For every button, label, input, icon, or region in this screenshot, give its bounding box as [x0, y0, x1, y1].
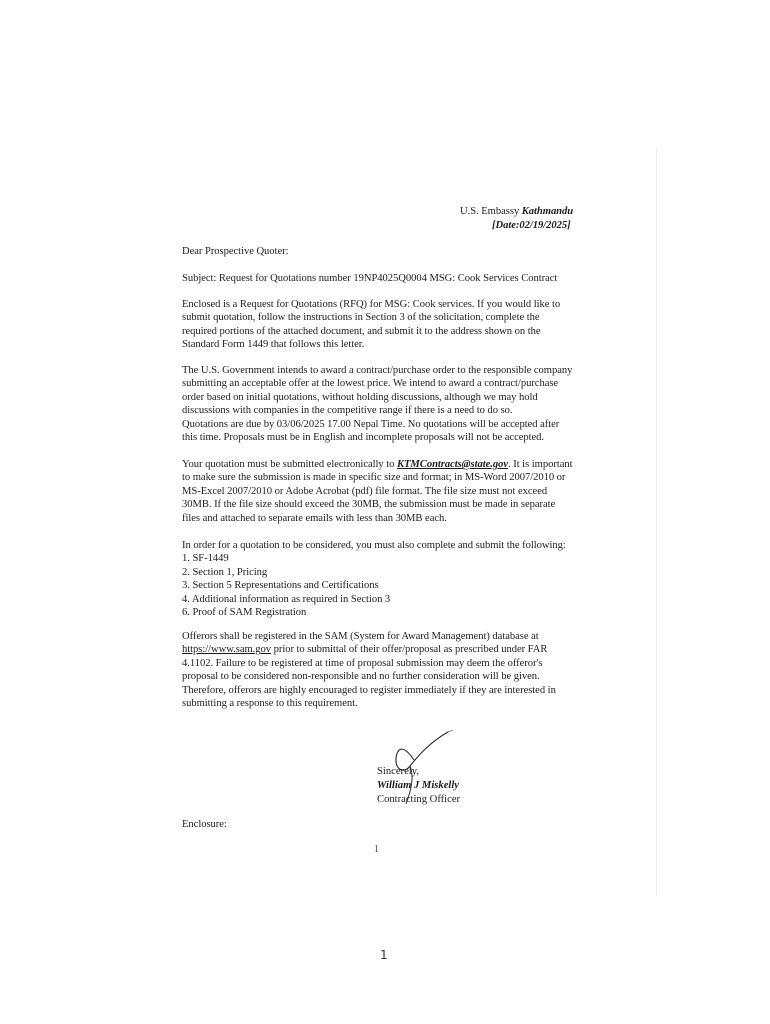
paragraph-award [182, 364, 612, 444]
enclosure-label: Enclosure: [182, 819, 227, 830]
paragraph-line: submitting a response to this requirement. [182, 698, 358, 710]
requirements-intro: In order for a quotation to be considered, you must also complete and submit the following: [182, 540, 566, 551]
embassy-prefix: U.S. Embassy [460, 206, 522, 217]
requirement-item: 4. Additional information as required in Section 3 [182, 593, 391, 605]
subject-line: Subject: Request for Quotations number 19NP4025Q0004 MSG: Cook Services Contract [182, 273, 558, 284]
paragraph-line: The U.S. Government intends to award a contract/purchase order to the responsible company [182, 365, 573, 376]
requirement-item: 1. SF-1449 [182, 553, 229, 565]
submission-tail: . It is important [508, 459, 573, 470]
paragraph-line: Standard Form 1449 that follows this letter. [182, 339, 365, 351]
paragraph-line: 30MB. If the file size should exceed the 30MB, the submission must be made in separate [182, 499, 556, 511]
letter-date: [Date:02/19/2025] [492, 220, 571, 231]
paragraph-line [182, 643, 612, 656]
paragraph-line: order based on initial quotations, without holding discussions, although we may hold [182, 391, 538, 403]
paragraph-line: to make sure the submission is made in specific size and format; in MS-Word 2007/2010 or [182, 472, 566, 484]
paragraph-submission [182, 458, 612, 525]
paragraph-line: Offerors shall be registered in the SAM (System for Award Management) database at [182, 631, 539, 642]
paragraph-line: required portions of the attached document, and submit it to the address shown on the [182, 325, 541, 337]
scan-page-edge [656, 148, 657, 896]
paragraph-line: discussions with companies in the competitive range if there is a need to do so. [182, 405, 513, 417]
paragraph-line: Therefore, offerors are highly encouraged to register immediately if they are interested in [182, 684, 556, 696]
sincerely-text: Sincerely, [377, 766, 419, 777]
sam-gov-link[interactable]: https://www.sam.gov [182, 644, 271, 656]
paragraph-line: 4.1102. Failure to be registered at time of proposal submission may deem the offeror's [182, 657, 543, 669]
paragraph-line: Enclosed is a Request for Quotations (RFQ) for MSG: Cook services. If you would like to [182, 299, 561, 310]
signatory-name: William J Miskelly [377, 780, 460, 791]
sam-line-tail: prior to submittal of their offer/proposal as prescribed under FAR [271, 644, 548, 656]
paragraph-line [182, 458, 612, 471]
paragraph-line: this time. Proposals must be in English and incomplete proposals will not be accepted. [182, 432, 545, 444]
paragraph-line: proposal to be considered non-responsible and no further consideration will be given. [182, 671, 540, 683]
embassy-line [460, 205, 573, 218]
paragraph-requirements [182, 539, 612, 619]
salutation: Dear Prospective Quoter: [182, 246, 289, 257]
requirement-item: 2. Section 1, Pricing [182, 566, 268, 578]
paragraph-line: submitting an acceptable offer at the lowest price. We intend to award a contract/purchase [182, 378, 559, 390]
paragraph-line: files and attached to separate emails with less than 30MB each. [182, 512, 447, 524]
paragraph-line: submit quotation, follow the instructions in Section 3 of the solicitation, complete the [182, 312, 540, 324]
inner-page-number: 1 [374, 844, 379, 855]
submission-lead: Your quotation must be submitted electronically to [182, 459, 397, 470]
embassy-city: Kathmandu [521, 206, 574, 217]
contracts-email-link[interactable]: KTMContracts@state.gov [397, 459, 509, 470]
paragraph-line: Quotations are due by 03/06/2025 17.00 Nepal Time. No quotations will be accepted after [182, 418, 560, 430]
paragraph-sam-registration [182, 630, 612, 710]
paragraph-line: MS-Excel 2007/2010 or Adobe Acrobat (pdf) file format. The file size must not exceed [182, 485, 548, 497]
paragraph-intro [182, 298, 612, 352]
requirement-item: 6. Proof of SAM Registration [182, 607, 307, 619]
signatory-title: Contracting Officer [377, 794, 461, 805]
outer-page-number: 1 [380, 948, 388, 962]
requirement-item: 3. Section 5 Representations and Certifications [182, 580, 379, 592]
